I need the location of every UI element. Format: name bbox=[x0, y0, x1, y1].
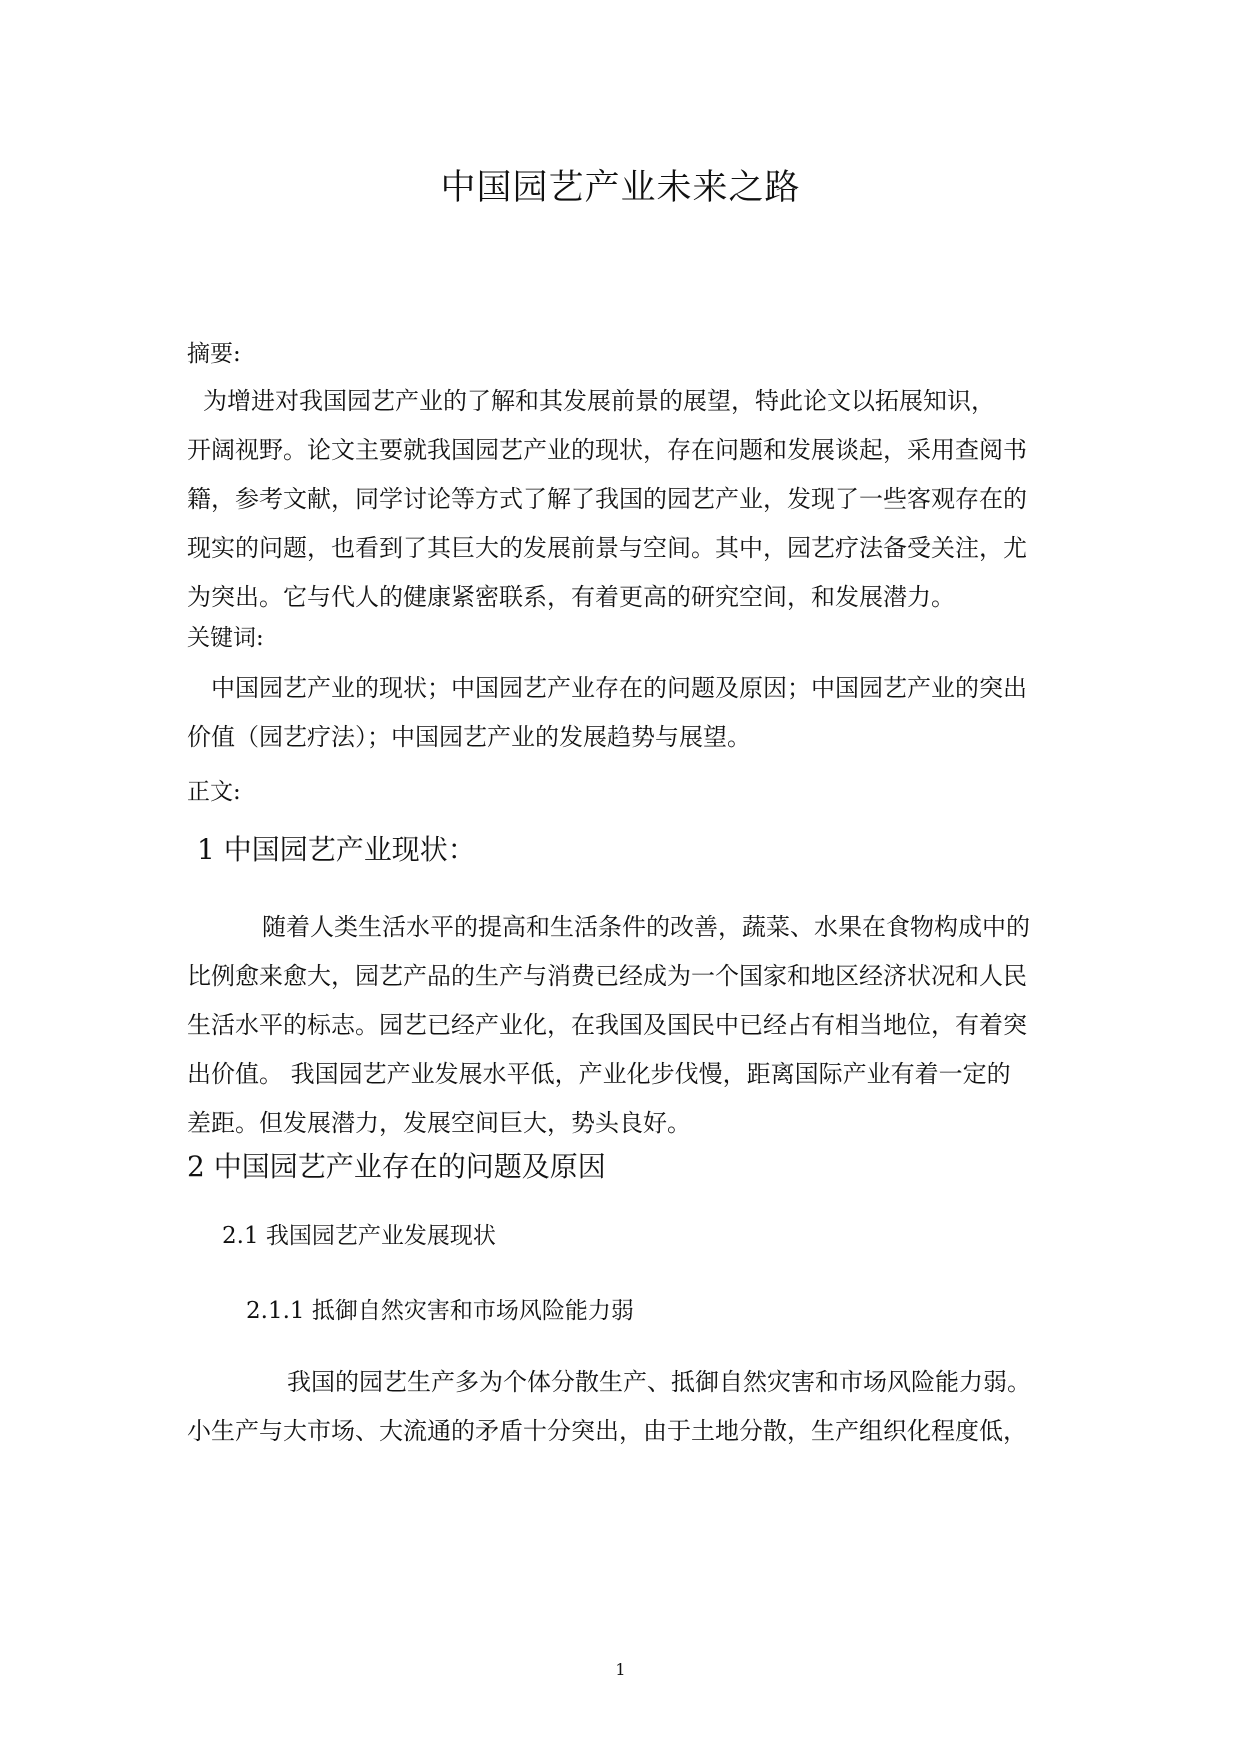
section-2-1-1-line: 小生产与大市场、大流通的矛盾十分突出，由于土地分散，生产组织化程度低， bbox=[187, 1417, 1027, 1445]
section-1-line: 生活水平的标志。园艺已经产业化，在我国及国民中已经占有相当地位，有着突 bbox=[187, 1011, 1027, 1039]
section-2-1-heading: 2.1 我国园艺产业发展现状 bbox=[222, 1223, 496, 1249]
section-1-paragraph bbox=[187, 903, 1067, 1148]
page-number: 1 bbox=[615, 1660, 626, 1679]
section-1-line: 随着人类生活水平的提高和生活条件的改善，蔬菜、水果在食物构成中的 bbox=[262, 913, 1030, 941]
keywords-label: 关键词: bbox=[187, 625, 264, 651]
keywords-line: 价值（园艺疗法）；中国园艺产业的发展趋势与展望。 bbox=[187, 723, 751, 751]
abstract-line: 现实的问题，也看到了其巨大的发展前景与空间。其中，园艺疗法备受关注，尤 bbox=[187, 534, 1027, 562]
abstract-line: 开阔视野。论文主要就我国园艺产业的现状，存在问题和发展谈起，采用查阅书 bbox=[187, 436, 1027, 464]
section-2-1-1-line: 我国的园艺生产多为个体分散生产、抵御自然灾害和市场风险能力弱。 bbox=[287, 1368, 1031, 1396]
abstract-line: 为突出。它与代人的健康紧密联系，有着更高的研究空间，和发展潜力。 bbox=[187, 583, 955, 611]
section-1-line: 差距。但发展潜力，发展空间巨大，势头良好。 bbox=[187, 1109, 691, 1137]
keywords-line: 中国园艺产业的现状；中国园艺产业存在的问题及原因；中国园艺产业的突出 bbox=[211, 674, 1027, 702]
section-2-1-1-heading: 2.1.1 抵御自然灾害和市场风险能力弱 bbox=[246, 1298, 634, 1324]
section-1-line: 比例愈来愈大，园艺产品的生产与消费已经成为一个国家和地区经济状况和人民 bbox=[187, 962, 1027, 990]
abstract-label: 摘要: bbox=[187, 341, 241, 367]
section-1-line: 出价值。 我国园艺产业发展水平低，产业化步伐慢，距离国际产业有着一定的 bbox=[187, 1060, 1011, 1088]
section-2-heading: 2 中国园艺产业存在的问题及原因 bbox=[187, 1150, 606, 1183]
section-2-1-1-paragraph bbox=[187, 1358, 1067, 1456]
abstract-paragraph bbox=[187, 377, 1067, 622]
document-title: 中国园艺产业未来之路 bbox=[440, 168, 801, 208]
keywords-paragraph bbox=[187, 664, 1067, 762]
body-label: 正文: bbox=[187, 779, 241, 805]
section-1-heading: 1 中国园艺产业现状： bbox=[197, 833, 476, 866]
abstract-line: 籍，参考文献，同学讨论等方式了解了我国的园艺产业，发现了一些客观存在的 bbox=[187, 485, 1027, 513]
abstract-line: 为增进对我国园艺产业的了解和其发展前景的展望，特此论文以拓展知识， bbox=[203, 387, 995, 415]
